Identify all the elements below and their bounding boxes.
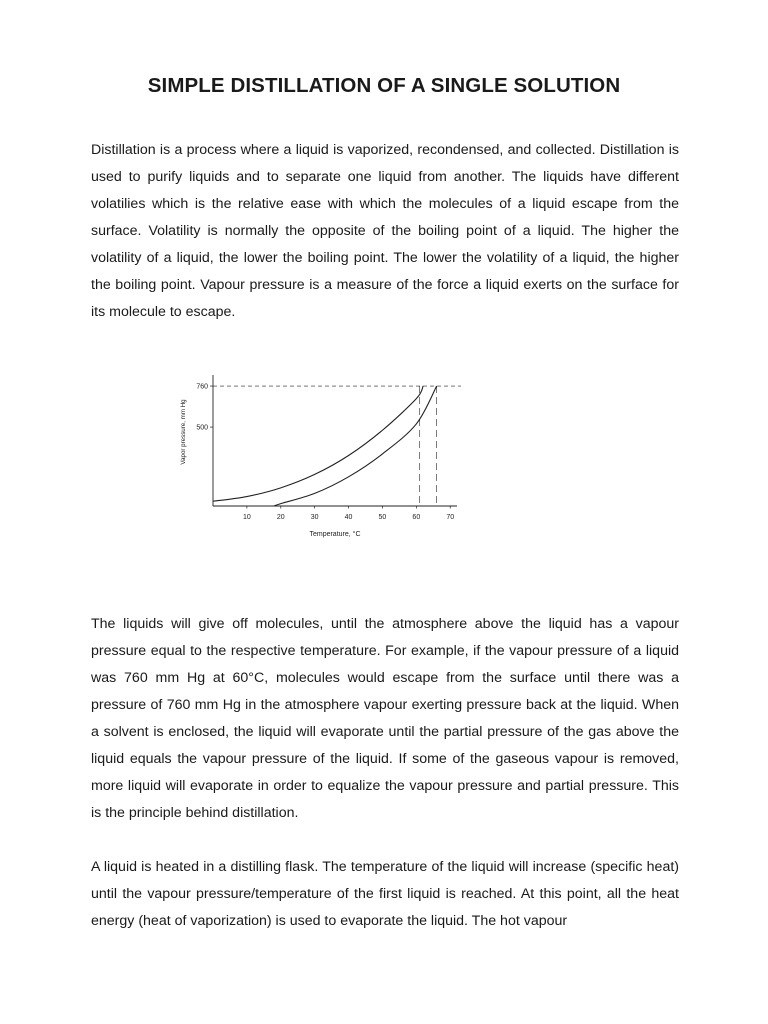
x-tick-label: 70	[446, 514, 455, 521]
y-tick-label: 500	[196, 424, 208, 432]
x-tick-label: 10	[242, 514, 251, 521]
paragraph-intro: Distillation is a process where a liquid is vaporized, recondensed, and collected. Distillation is used to purify liquids and to separate one liquid from another. The liquids have different volatilies which is the relative ease with which the molecules of a liquid escape from the surface. Volatility is normally the opposite of the boiling point of a liquid. The higher the volatility of a liquid, the lower the boiling point. The lower the volatility of a liquid, the higher the boiling point. Vapour pressure is a measure of the force a liquid exerts on the surface for its molecule to escape.	[91, 142, 679, 320]
x-tick-label: 40	[344, 514, 353, 521]
chart-axes	[213, 375, 457, 506]
vapor-pressure-chart	[175, 370, 475, 545]
series-curve-1	[213, 386, 423, 501]
page-title: SIMPLE DISTILLATION OF A SINGLE SOLUTION	[147, 74, 621, 97]
x-tick-label: 20	[276, 514, 285, 521]
x-tick-label: 60	[412, 514, 421, 521]
chart-y-axis-label: Vapor pressure, mm Hg	[180, 399, 187, 465]
x-tick-label: 50	[378, 514, 387, 521]
chart-x-axis-label: Temperature, °C	[309, 531, 361, 538]
y-tick-label: 760	[196, 383, 208, 391]
chart-tick-labels	[196, 384, 454, 521]
paragraph-heating: A liquid is heated in a distilling flask. The temperature of the liquid will increase (specific heat) until the vapour pressure/temperature of the first liquid is reached. At this point, all the heat energy (heat of vaporization) is used to evaporate the liquid. The hot vapour	[91, 859, 679, 929]
series-curve-2	[274, 386, 437, 506]
chart-reference-lines	[213, 386, 461, 506]
chart-series	[213, 386, 437, 506]
paragraph-vapour-pressure: The liquids will give off molecules, until the atmosphere above the liquid has a vapour pressure equal to the respective temperature. For example, if the vapour pressure of a liquid was 760 mm Hg at 60°C, molecules would escape from the surface until there was a pressure of 760 mm Hg in the atmosphere vapour exerting pressure back at the liquid. When a solvent is enclosed, the liquid will evaporate until the partial pressure of the gas above the liquid equals the vapour pressure of the liquid. If some of the gaseous vapour is removed, more liquid will evaporate in order to equalize the vapour pressure and partial pressure. This is the principle behind distillation.	[91, 616, 679, 821]
x-tick-label: 30	[310, 514, 319, 521]
